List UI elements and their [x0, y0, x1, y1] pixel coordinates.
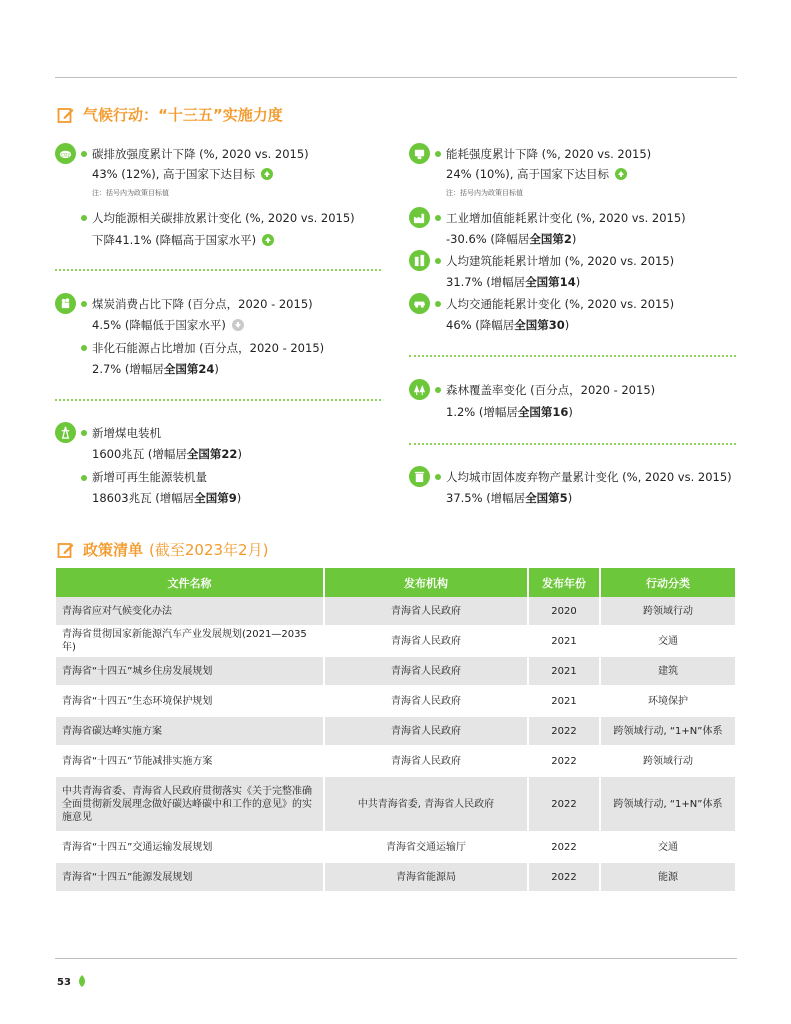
cell-document: 中共青海省委、青海省人民政府贯彻落实《关于完整准确全面贯彻新发展理念做好碳达峰碳中和工作的意见》的实施意见 — [56, 777, 325, 833]
cell-document: 青海省碳达峰实施方案 — [56, 717, 325, 747]
coal-power-label: 新增煤电装机 — [92, 426, 161, 440]
bullet — [81, 345, 87, 351]
bullet — [435, 258, 441, 264]
cell-year: 2022 — [529, 717, 601, 747]
forest-label: 森林覆盖率变化 (百分点，2020 - 2015) — [446, 383, 656, 397]
cell-category: 交通 — [601, 627, 735, 657]
coal-share-label: 煤炭消费占比下降 (百分点，2020 - 2015) — [92, 297, 313, 311]
cell-document: 青海省“十四五”生态环境保护规划 — [56, 687, 325, 717]
factory-icon — [409, 207, 430, 228]
bullet — [435, 215, 441, 221]
building-value: 31.7% (增幅居 全国第14 ) — [446, 275, 581, 289]
cell-document: 青海省应对气候变化办法 — [56, 597, 325, 627]
cell-year: 2022 — [529, 747, 601, 777]
cell-issuer: 青海省能源局 — [325, 863, 529, 893]
waste-value: 37.5% (增幅居 全国第5 ) — [446, 491, 573, 505]
transport-label: 人均交通能耗累计变化 (%, 2020 vs. 2015) — [446, 297, 675, 311]
waste-label: 人均城市固体废弃物产量累计变化 (%, 2020 vs. 2015) — [446, 470, 732, 484]
renewable-value: 18603兆瓦 (增幅居 全国第9 ) — [92, 491, 242, 505]
table-row — [56, 657, 735, 687]
per-capita-carbon-value: 下降41.1% (降幅高于国家水平) — [92, 233, 274, 247]
industry-value: -30.6% (降幅居 全国第2 ) — [446, 232, 577, 246]
cell-category: 建筑 — [601, 657, 735, 687]
building-label: 人均建筑能耗累计增加 (%, 2020 vs. 2015) — [446, 254, 675, 268]
table-row — [56, 863, 735, 893]
top-divider — [55, 77, 737, 78]
cell-issuer: 青海省人民政府 — [325, 627, 529, 657]
carbon-intensity-value: 43% (12%), 高于国家下达目标 — [92, 167, 273, 181]
page-number: 53 — [57, 977, 71, 988]
section-title-climate-action: 气候行动：“十三五”实施力度 — [57, 104, 283, 125]
non-fossil-label: 非化石能源占比增加 (百分点，2020 - 2015) — [92, 341, 325, 355]
cell-year: 2022 — [529, 777, 601, 833]
table-row — [56, 627, 735, 657]
cell-category: 跨领域行动, “1+N”体系 — [601, 717, 735, 747]
table-header-row — [56, 568, 735, 597]
cell-issuer: 中共青海省委, 青海省人民政府 — [325, 777, 529, 833]
table-row — [56, 747, 735, 777]
table-row — [56, 717, 735, 747]
header-issuer: 发布机构 — [325, 568, 529, 597]
coal-power-value: 1600兆瓦 (增幅居 全国第22 ) — [92, 447, 242, 461]
cell-issuer: 青海省交通运输厅 — [325, 833, 529, 863]
forest-value: 1.2% (增幅居 全国第16 ) — [446, 405, 573, 419]
cell-issuer: 青海省人民政府 — [325, 687, 529, 717]
cell-category: 能源 — [601, 863, 735, 893]
policy-target-note: 注：括号内为政策目标值 — [446, 189, 523, 197]
cell-category: 环境保护 — [601, 687, 735, 717]
arrow-down-icon — [232, 319, 244, 331]
header-document-name: 文件名称 — [56, 568, 325, 597]
dotted-divider — [55, 399, 381, 401]
edit-icon — [57, 541, 75, 559]
arrow-up-icon — [262, 234, 274, 246]
policy-table — [56, 568, 735, 893]
cell-year: 2021 — [529, 627, 601, 657]
cell-issuer: 青海省人民政府 — [325, 597, 529, 627]
cell-issuer: 青海省人民政府 — [325, 717, 529, 747]
header-year: 发布年份 — [529, 568, 601, 597]
cell-category: 跨领域行动 — [601, 597, 735, 627]
edit-icon — [57, 106, 75, 124]
bullet — [81, 430, 87, 436]
meter-icon — [409, 143, 430, 164]
bullet — [81, 475, 87, 481]
cell-issuer: 青海省人民政府 — [325, 657, 529, 687]
bullet — [435, 151, 441, 157]
transport-value: 46% (降幅居 全国第30 ) — [446, 318, 570, 332]
cell-document: 青海省“十四五”能源发展规划 — [56, 863, 325, 893]
cell-category: 交通 — [601, 833, 735, 863]
co2-icon — [55, 143, 76, 164]
cell-document: 青海省“十四五”交通运输发展规划 — [56, 833, 325, 863]
cell-document: 青海省“十四五”城乡住房发展规划 — [56, 657, 325, 687]
bottom-divider — [55, 958, 737, 959]
bullet — [435, 301, 441, 307]
trash-bin-icon — [409, 466, 430, 487]
bullet — [435, 474, 441, 480]
table-row — [56, 833, 735, 863]
svg-text:CO2: CO2 — [61, 152, 70, 158]
table-row — [56, 777, 735, 833]
energy-intensity-value: 24% (10%), 高于国家下达目标 — [446, 167, 627, 181]
non-fossil-value: 2.7% (增幅居 全国第24 ) — [92, 362, 219, 376]
cell-category: 跨领域行动 — [601, 747, 735, 777]
arrow-up-icon — [261, 168, 273, 180]
cell-issuer: 青海省人民政府 — [325, 747, 529, 777]
cell-year: 2022 — [529, 833, 601, 863]
carbon-intensity-label: 碳排放强度累计下降 (%, 2020 vs. 2015) — [92, 147, 309, 161]
bullet — [81, 151, 87, 157]
building-icon — [409, 250, 430, 271]
per-capita-carbon-label: 人均能源相关碳排放累计变化 (%, 2020 vs. 2015) — [92, 211, 355, 225]
energy-intensity-label: 能耗强度累计下降 (%, 2020 vs. 2015) — [446, 147, 652, 161]
table-row — [56, 597, 735, 627]
bullet — [435, 387, 441, 393]
bullet — [81, 215, 87, 221]
cell-year: 2022 — [529, 863, 601, 893]
arrow-up-icon — [615, 168, 627, 180]
dotted-divider — [55, 269, 381, 271]
cell-year: 2020 — [529, 597, 601, 627]
coal-share-value: 4.5% (降幅低于国家水平) — [92, 318, 244, 332]
section-title-policy-list: 政策清单 (截至2023年2月) — [57, 539, 268, 560]
cell-year: 2021 — [529, 687, 601, 717]
coal-icon — [55, 293, 76, 314]
cell-category: 跨领域行动, “1+N”体系 — [601, 777, 735, 833]
car-icon — [409, 293, 430, 314]
dotted-divider — [409, 355, 736, 357]
industry-label: 工业增加值能耗累计变化 (%, 2020 vs. 2015) — [446, 211, 686, 225]
dotted-divider — [409, 443, 736, 445]
cell-year: 2021 — [529, 657, 601, 687]
policy-target-note: 注：括号内为政策目标值 — [92, 189, 169, 197]
cell-document: 青海省“十四五”节能减排实施方案 — [56, 747, 325, 777]
renewable-label: 新增可再生能源装机量 — [92, 470, 207, 484]
cell-document: 青海省贯彻国家新能源汽车产业发展规划(2021—2035年) — [56, 627, 325, 657]
power-tower-icon — [55, 422, 76, 443]
leaf-icon — [77, 975, 87, 988]
tree-icon — [409, 379, 430, 400]
header-category: 行动分类 — [601, 568, 735, 597]
table-row — [56, 687, 735, 717]
bullet — [81, 301, 87, 307]
